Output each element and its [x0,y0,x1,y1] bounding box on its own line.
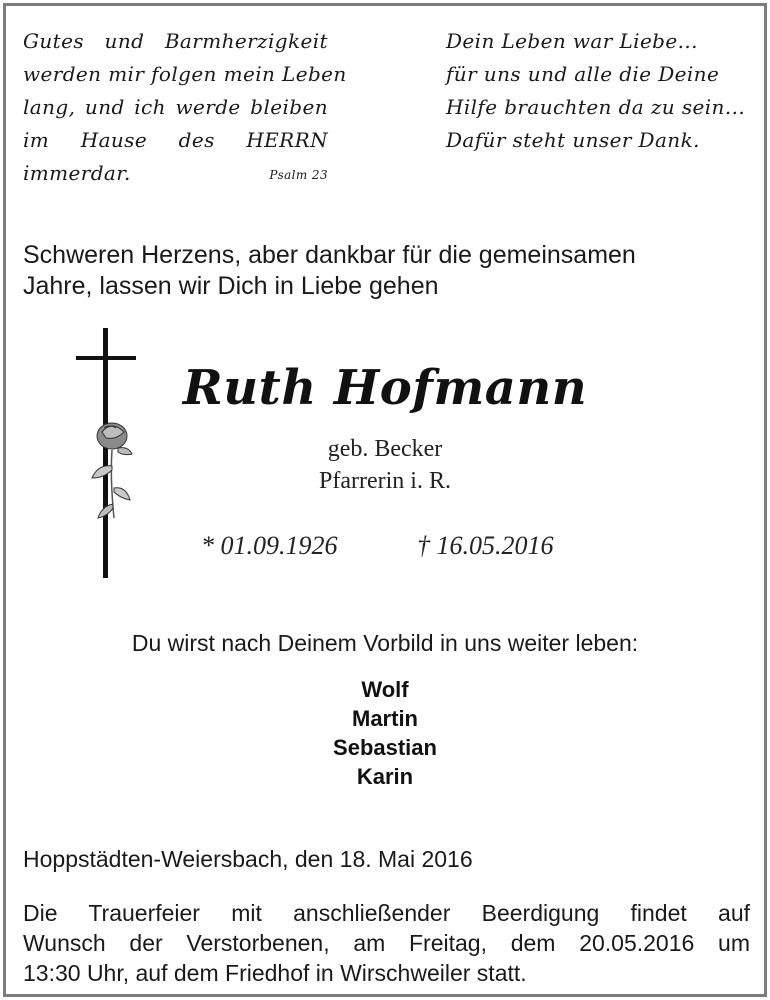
intro-line: Schweren Herzens, aber dankbar für die gemeinsamen [23,241,636,269]
intro-text [23,240,753,302]
mourner-name: Karin [356,764,414,789]
mourner-name: Wolf [361,677,409,702]
mourner-name: Martin [352,706,418,731]
verse-line: lang, und ich werde bleiben [23,95,328,119]
verse-line: für uns und alle die Deine [446,62,720,86]
place-and-date: Hoppstädten-Weiersbach, den 18. Mai 2016 [23,846,473,872]
psalm-verse [23,25,347,190]
funeral-line: Wunsch der Verstorbenen, am Freitag, dem 20.05.2016 um [23,930,750,956]
verse-line: immerdar. [23,161,131,185]
deceased-name: Ruth Hofmann [182,360,588,416]
death-date: † 16.05.2016 [417,531,554,560]
dedication-verse [446,25,756,157]
verse-line: Hilfe brauchten da zu sein... [446,95,746,119]
funeral-line: 13:30 Uhr, auf dem Friedhof in Wirschweiler statt. [23,960,527,986]
intro-line: Jahre, lassen wir Dich in Liebe gehen [23,272,439,300]
mourners-list [0,675,770,791]
verse-line: Dein Leben war Liebe... [446,29,698,53]
verse-last-line [23,157,328,190]
birth-name: geb. Becker [327,436,443,462]
verse-line: werden mir folgen mein Leben [23,62,347,86]
mourner-name: Sebastian [333,735,437,760]
funeral-notice [23,898,750,988]
verse-line: Gutes und Barmherzigkeit [23,29,328,53]
verse-line: Dafür steht unser Dank. [446,128,700,152]
cross-with-rose-icon [74,328,138,578]
verse-line: im Hause des HERRN [23,128,328,152]
birth-date: * 01.09.1926 [201,531,338,560]
funeral-line: Die Trauerfeier mit anschließender Beerdigung findet auf [23,900,750,926]
deceased-title: Pfarrerin i. R. [319,468,451,494]
legacy-line: Du wirst nach Deinem Vorbild in uns weiter leben: [131,630,639,656]
psalm-reference: Psalm 23 [269,168,328,182]
